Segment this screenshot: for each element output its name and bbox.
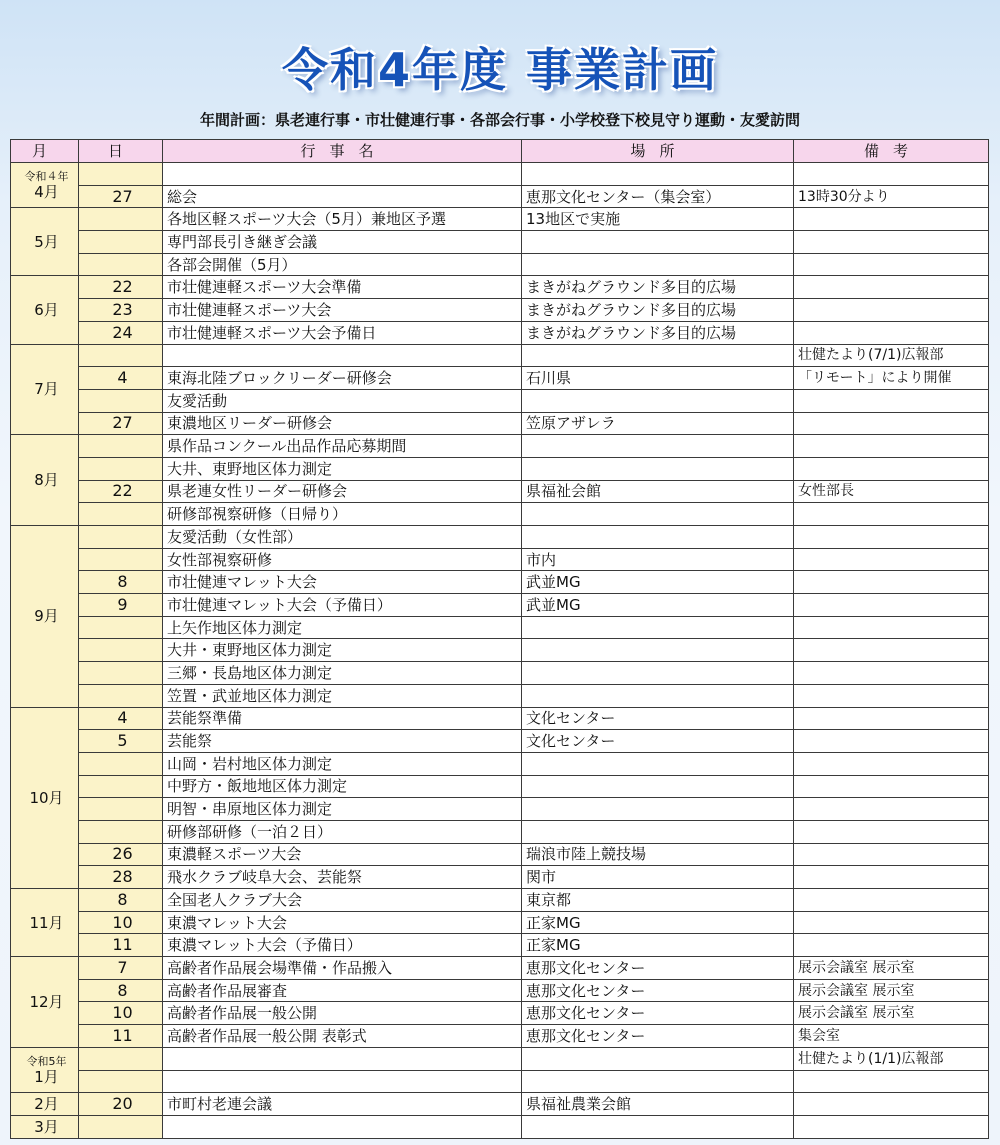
event-cell: 高齢者作品展一般公開 表彰式 bbox=[163, 1025, 522, 1048]
table-row bbox=[11, 389, 989, 412]
day-cell: 27 bbox=[79, 412, 163, 435]
place-cell: 正家MG bbox=[522, 911, 794, 934]
table-row bbox=[11, 208, 989, 231]
note-cell bbox=[794, 412, 989, 435]
note-cell bbox=[794, 321, 989, 344]
place-cell bbox=[522, 820, 794, 843]
place-cell: 13地区で実施 bbox=[522, 208, 794, 231]
event-cell: 市壮健連軽スポーツ大会 bbox=[163, 299, 522, 322]
day-cell: 4 bbox=[79, 367, 163, 390]
place-cell bbox=[522, 798, 794, 821]
day-cell: 24 bbox=[79, 321, 163, 344]
table-row bbox=[11, 1070, 989, 1093]
month-cell-dec: 12月 bbox=[11, 957, 79, 1048]
month-cell-sep: 9月 bbox=[11, 526, 79, 708]
event-cell bbox=[163, 344, 522, 367]
event-cell: 市壮健連軽スポーツ大会準備 bbox=[163, 276, 522, 299]
table-row bbox=[11, 639, 989, 662]
note-cell bbox=[794, 1093, 989, 1116]
day-cell: 9 bbox=[79, 594, 163, 617]
event-cell: 明智・串原地区体力測定 bbox=[163, 798, 522, 821]
header-day: 日 bbox=[79, 140, 163, 163]
note-cell bbox=[794, 253, 989, 276]
day-cell: 28 bbox=[79, 866, 163, 889]
day-cell: 23 bbox=[79, 299, 163, 322]
note-cell bbox=[794, 662, 989, 685]
note-cell bbox=[794, 208, 989, 231]
place-cell: 正家MG bbox=[522, 934, 794, 957]
event-cell: 高齢者作品展一般公開 bbox=[163, 1002, 522, 1025]
day-cell: 27 bbox=[79, 185, 163, 208]
day-cell bbox=[79, 503, 163, 526]
table-row bbox=[11, 526, 989, 549]
day-cell bbox=[79, 662, 163, 685]
table-row bbox=[11, 616, 989, 639]
note-cell: 展示会議室 展示室 bbox=[794, 957, 989, 980]
event-cell bbox=[163, 163, 522, 186]
day-cell bbox=[79, 253, 163, 276]
table-row bbox=[11, 775, 989, 798]
note-cell bbox=[794, 435, 989, 458]
note-cell bbox=[794, 798, 989, 821]
table-row bbox=[11, 707, 989, 730]
event-cell: 市町村老連会議 bbox=[163, 1093, 522, 1116]
event-cell: 研修部研修（一泊２日） bbox=[163, 820, 522, 843]
note-cell bbox=[794, 820, 989, 843]
table-row bbox=[11, 1115, 989, 1138]
place-cell bbox=[522, 344, 794, 367]
day-cell bbox=[79, 820, 163, 843]
note-cell bbox=[794, 503, 989, 526]
month-label: 4月 bbox=[34, 182, 59, 201]
note-cell: 展示会議室 展示室 bbox=[794, 1002, 989, 1025]
day-cell bbox=[79, 548, 163, 571]
place-cell bbox=[522, 662, 794, 685]
place-cell: 石川県 bbox=[522, 367, 794, 390]
day-cell: 10 bbox=[79, 1002, 163, 1025]
place-cell bbox=[522, 1070, 794, 1093]
table-row bbox=[11, 957, 989, 980]
place-cell bbox=[522, 775, 794, 798]
note-cell: 壮健たより(1/1)広報部 bbox=[794, 1047, 989, 1070]
month-cell-apr bbox=[11, 163, 79, 208]
note-cell bbox=[794, 889, 989, 912]
event-cell: 大井・東野地区体力測定 bbox=[163, 639, 522, 662]
place-cell bbox=[522, 1115, 794, 1138]
place-cell: 恵那文化センター bbox=[522, 1025, 794, 1048]
place-cell: 武並MG bbox=[522, 594, 794, 617]
month-cell-feb: 2月 bbox=[11, 1093, 79, 1116]
place-cell bbox=[522, 435, 794, 458]
table-row bbox=[11, 412, 989, 435]
day-cell: 4 bbox=[79, 707, 163, 730]
day-cell bbox=[79, 684, 163, 707]
event-cell: 女性部視察研修 bbox=[163, 548, 522, 571]
event-cell bbox=[163, 1047, 522, 1070]
table-row bbox=[11, 798, 989, 821]
header-event: 行事名 bbox=[163, 140, 522, 163]
place-cell: 瑞浪市陸上競技場 bbox=[522, 843, 794, 866]
event-cell: 芸能祭 bbox=[163, 730, 522, 753]
place-cell bbox=[522, 457, 794, 480]
table-row bbox=[11, 820, 989, 843]
event-cell: 県作品コンクール出品作品応募期間 bbox=[163, 435, 522, 458]
table-row bbox=[11, 684, 989, 707]
day-cell: 7 bbox=[79, 957, 163, 980]
day-cell bbox=[79, 389, 163, 412]
table-row bbox=[11, 752, 989, 775]
event-cell: 高齢者作品展審査 bbox=[163, 979, 522, 1002]
header-note: 備考 bbox=[794, 140, 989, 163]
note-cell bbox=[794, 1115, 989, 1138]
page-title: 令和4年度 事業計画 bbox=[281, 43, 719, 97]
month-cell-aug: 8月 bbox=[11, 435, 79, 526]
day-cell: 10 bbox=[79, 911, 163, 934]
place-cell: 文化センター bbox=[522, 730, 794, 753]
event-cell: 専門部長引き継ぎ会議 bbox=[163, 231, 522, 254]
event-cell: 山岡・岩村地区体力測定 bbox=[163, 752, 522, 775]
table-header-row bbox=[11, 140, 989, 163]
event-cell: 東濃軽スポーツ大会 bbox=[163, 843, 522, 866]
note-cell bbox=[794, 752, 989, 775]
table-row bbox=[11, 730, 989, 753]
place-cell bbox=[522, 163, 794, 186]
day-cell bbox=[79, 526, 163, 549]
month-cell-nov: 11月 bbox=[11, 889, 79, 957]
event-cell: 市壮健連マレット大会（予備日） bbox=[163, 594, 522, 617]
table-row bbox=[11, 843, 989, 866]
day-cell bbox=[79, 798, 163, 821]
table-row bbox=[11, 1002, 989, 1025]
day-cell: 5 bbox=[79, 730, 163, 753]
place-cell bbox=[522, 231, 794, 254]
table-row bbox=[11, 163, 989, 186]
month-cell-oct: 10月 bbox=[11, 707, 79, 889]
note-cell bbox=[794, 163, 989, 186]
event-cell: 高齢者作品展会場準備・作品搬入 bbox=[163, 957, 522, 980]
table-row bbox=[11, 1047, 989, 1070]
table-row bbox=[11, 911, 989, 934]
header-month: 月 bbox=[11, 140, 79, 163]
place-cell: まきがねグラウンド多目的広場 bbox=[522, 299, 794, 322]
note-cell bbox=[794, 457, 989, 480]
note-cell: 集会室 bbox=[794, 1025, 989, 1048]
table-row bbox=[11, 1093, 989, 1116]
month-cell-jun: 6月 bbox=[11, 276, 79, 344]
event-cell: 笠置・武並地区体力測定 bbox=[163, 684, 522, 707]
table-row bbox=[11, 435, 989, 458]
event-cell: 大井、東野地区体力測定 bbox=[163, 457, 522, 480]
place-cell bbox=[522, 684, 794, 707]
event-cell bbox=[163, 1115, 522, 1138]
note-cell bbox=[794, 548, 989, 571]
day-cell: 26 bbox=[79, 843, 163, 866]
table-row bbox=[11, 1025, 989, 1048]
event-cell: 研修部視察研修（日帰り） bbox=[163, 503, 522, 526]
month-label: 1月 bbox=[34, 1067, 59, 1086]
event-cell: 各地区軽スポーツ大会（5月）兼地区予選 bbox=[163, 208, 522, 231]
event-cell: 市壮健連軽スポーツ大会予備日 bbox=[163, 321, 522, 344]
event-cell: 県老連女性リーダー研修会 bbox=[163, 480, 522, 503]
month-cell-jul: 7月 bbox=[11, 344, 79, 435]
table-row bbox=[11, 480, 989, 503]
day-cell: 22 bbox=[79, 480, 163, 503]
note-cell bbox=[794, 934, 989, 957]
header-place: 場所 bbox=[522, 140, 794, 163]
event-cell: 各部会開催（5月） bbox=[163, 253, 522, 276]
note-cell: 13時30分より bbox=[794, 185, 989, 208]
place-cell bbox=[522, 253, 794, 276]
event-cell: 芸能祭準備 bbox=[163, 707, 522, 730]
place-cell: 市内 bbox=[522, 548, 794, 571]
place-cell: 恵那文化センター bbox=[522, 957, 794, 980]
event-cell: 東濃マレット大会（予備日） bbox=[163, 934, 522, 957]
day-cell bbox=[79, 163, 163, 186]
month-cell-may: 5月 bbox=[11, 208, 79, 276]
table-row bbox=[11, 344, 989, 367]
day-cell bbox=[79, 616, 163, 639]
event-cell: 飛水クラブ岐阜大会、芸能祭 bbox=[163, 866, 522, 889]
day-cell: 11 bbox=[79, 1025, 163, 1048]
table-row bbox=[11, 548, 989, 571]
note-cell: 壮健たより(7/1)広報部 bbox=[794, 344, 989, 367]
place-cell bbox=[522, 526, 794, 549]
note-cell bbox=[794, 389, 989, 412]
table-row bbox=[11, 503, 989, 526]
day-cell: 8 bbox=[79, 979, 163, 1002]
table-row bbox=[11, 979, 989, 1002]
table-row bbox=[11, 276, 989, 299]
note-cell bbox=[794, 684, 989, 707]
note-cell bbox=[794, 775, 989, 798]
event-cell: 友愛活動（女性部） bbox=[163, 526, 522, 549]
event-cell: 三郷・長島地区体力測定 bbox=[163, 662, 522, 685]
place-cell bbox=[522, 639, 794, 662]
day-cell bbox=[79, 435, 163, 458]
note-cell bbox=[794, 526, 989, 549]
table-row bbox=[11, 367, 989, 390]
event-cell: 中野方・飯地地区体力測定 bbox=[163, 775, 522, 798]
note-cell bbox=[794, 866, 989, 889]
month-cell-mar: 3月 bbox=[11, 1115, 79, 1138]
day-cell: 8 bbox=[79, 571, 163, 594]
note-cell bbox=[794, 911, 989, 934]
day-cell: 22 bbox=[79, 276, 163, 299]
place-cell: まきがねグラウンド多目的広場 bbox=[522, 276, 794, 299]
day-cell bbox=[79, 344, 163, 367]
table-row bbox=[11, 457, 989, 480]
event-cell: 上矢作地区体力測定 bbox=[163, 616, 522, 639]
note-cell bbox=[794, 594, 989, 617]
note-cell bbox=[794, 730, 989, 753]
note-cell bbox=[794, 231, 989, 254]
table-row bbox=[11, 662, 989, 685]
day-cell bbox=[79, 1047, 163, 1070]
event-cell: 東濃マレット大会 bbox=[163, 911, 522, 934]
event-cell: 総会 bbox=[163, 185, 522, 208]
place-cell bbox=[522, 752, 794, 775]
place-cell: 恵那文化センター bbox=[522, 979, 794, 1002]
place-cell bbox=[522, 1047, 794, 1070]
table-row bbox=[11, 185, 989, 208]
note-cell: 女性部長 bbox=[794, 480, 989, 503]
day-cell bbox=[79, 775, 163, 798]
place-cell: 恵那文化センター bbox=[522, 1002, 794, 1025]
place-cell: 武並MG bbox=[522, 571, 794, 594]
table-row bbox=[11, 299, 989, 322]
note-cell bbox=[794, 639, 989, 662]
place-cell: 東京都 bbox=[522, 889, 794, 912]
event-cell: 友愛活動 bbox=[163, 389, 522, 412]
note-cell bbox=[794, 276, 989, 299]
event-cell: 市壮健連マレット大会 bbox=[163, 571, 522, 594]
day-cell bbox=[79, 457, 163, 480]
table-row bbox=[11, 571, 989, 594]
note-cell bbox=[794, 707, 989, 730]
day-cell: 11 bbox=[79, 934, 163, 957]
page-subtitle: 年間計画：県老連行事・市壮健連行事・各部会行事・小学校登下校見守り運動・友愛訪問 bbox=[199, 111, 800, 129]
place-cell bbox=[522, 503, 794, 526]
event-cell: 東濃地区リーダー研修会 bbox=[163, 412, 522, 435]
era-label: 令和４年 bbox=[24, 169, 69, 183]
note-cell: 展示会議室 展示室 bbox=[794, 979, 989, 1002]
note-cell bbox=[794, 843, 989, 866]
place-cell: まきがねグラウンド多目的広場 bbox=[522, 321, 794, 344]
era-label: 令和5年 bbox=[26, 1054, 67, 1068]
day-cell bbox=[79, 1070, 163, 1093]
month-cell-jan bbox=[11, 1047, 79, 1092]
table-row bbox=[11, 889, 989, 912]
note-cell bbox=[794, 299, 989, 322]
place-cell bbox=[522, 616, 794, 639]
note-cell bbox=[794, 571, 989, 594]
event-cell bbox=[163, 1070, 522, 1093]
day-cell bbox=[79, 639, 163, 662]
place-cell: 笠原アザレラ bbox=[522, 412, 794, 435]
table-row bbox=[11, 253, 989, 276]
day-cell: 8 bbox=[79, 889, 163, 912]
table-row bbox=[11, 231, 989, 254]
day-cell bbox=[79, 1115, 163, 1138]
event-cell: 全国老人クラブ大会 bbox=[163, 889, 522, 912]
table-row bbox=[11, 934, 989, 957]
place-cell: 県福祉会館 bbox=[522, 480, 794, 503]
day-cell bbox=[79, 231, 163, 254]
place-cell: 恵那文化センター（集会室） bbox=[522, 185, 794, 208]
day-cell: 20 bbox=[79, 1093, 163, 1116]
place-cell: 文化センター bbox=[522, 707, 794, 730]
day-cell bbox=[79, 208, 163, 231]
note-cell bbox=[794, 616, 989, 639]
place-cell bbox=[522, 389, 794, 412]
note-cell: 「リモート」により開催 bbox=[794, 367, 989, 390]
place-cell: 県福祉農業会館 bbox=[522, 1093, 794, 1116]
day-cell bbox=[79, 752, 163, 775]
table-row bbox=[11, 594, 989, 617]
event-cell: 東海北陸ブロックリーダー研修会 bbox=[163, 367, 522, 390]
place-cell: 関市 bbox=[522, 866, 794, 889]
schedule-table bbox=[10, 139, 989, 1139]
table-row bbox=[11, 321, 989, 344]
note-cell bbox=[794, 1070, 989, 1093]
table-row bbox=[11, 866, 989, 889]
